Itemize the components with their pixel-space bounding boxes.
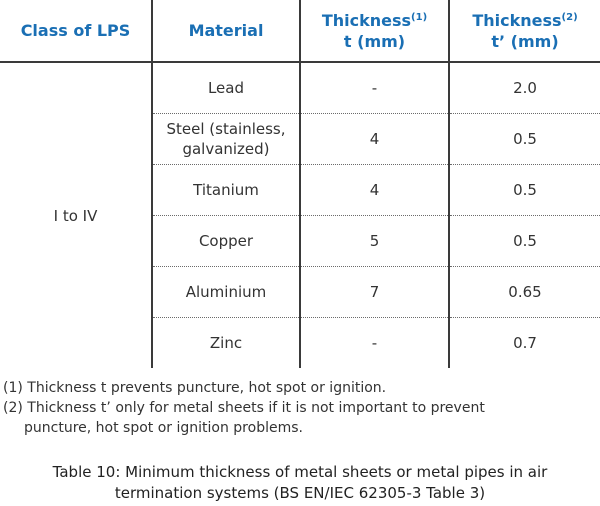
header-class-of-lps-label: Class of LPS — [20, 21, 131, 40]
table-row-lead — [0, 62, 600, 114]
header-material-label: Material — [188, 21, 264, 40]
header-material — [152, 0, 300, 62]
thickness-t-prime-cell: 0.5 — [449, 165, 600, 216]
header-thickness-t-footnote-ref: (1) — [411, 11, 428, 23]
header-thickness-t-unit: t (mm) — [343, 31, 406, 51]
thickness-t-cell: - — [300, 318, 449, 369]
table-caption — [0, 462, 600, 504]
class-of-lps-cell — [0, 62, 152, 368]
table-caption-line-1: Table 10: Minimum thickness of metal sheets or metal pipes in air — [52, 463, 548, 481]
footnote-1: (1) Thickness t prevents puncture, hot spot or ignition. — [3, 380, 387, 396]
thickness-t-prime-cell: 2.0 — [449, 62, 600, 114]
header-class-of-lps — [0, 0, 152, 62]
header-thickness-t-prime-label: Thickness — [472, 10, 562, 30]
material-line-2: galvanized) — [182, 140, 270, 158]
class-of-lps-value: I to IV — [53, 206, 98, 225]
header-thickness-t-prime — [449, 0, 600, 62]
thickness-t-cell: 5 — [300, 216, 449, 267]
material-cell: Titanium — [152, 165, 300, 216]
footnote-2-line-2: puncture, hot spot or ignition problems. — [24, 420, 303, 436]
table-header-row — [0, 0, 600, 62]
material-cell: Copper — [152, 216, 300, 267]
header-thickness-t-prime-unit: t’ (mm) — [491, 31, 559, 51]
table-footnotes — [3, 378, 597, 438]
header-thickness-t — [300, 0, 449, 62]
material-cell — [152, 114, 300, 165]
material-cell: Aluminium — [152, 267, 300, 318]
material-cell: Lead — [152, 62, 300, 114]
thickness-t-prime-cell: 0.5 — [449, 114, 600, 165]
table-caption-line-2: termination systems (BS EN/IEC 62305-3 Table 3) — [114, 484, 486, 502]
thickness-t-cell: 4 — [300, 165, 449, 216]
thickness-t-prime-cell: 0.5 — [449, 216, 600, 267]
material-line-1: Steel (stainless, — [166, 120, 286, 138]
header-thickness-t-label: Thickness — [321, 10, 412, 30]
thickness-t-cell: - — [300, 62, 449, 114]
material-cell: Zinc — [209, 334, 243, 352]
footnote-2-line-1: (2) Thickness t’ only for metal sheets if it is not important to prevent — [3, 400, 485, 416]
thickness-t-cell: 7 — [300, 267, 449, 318]
thickness-t-prime-cell: 0.65 — [449, 267, 600, 318]
thickness-t-cell: 4 — [300, 114, 449, 165]
header-thickness-t-prime-footnote-ref: (2) — [561, 11, 578, 23]
thickness-t-prime-cell: 0.7 — [449, 318, 600, 369]
